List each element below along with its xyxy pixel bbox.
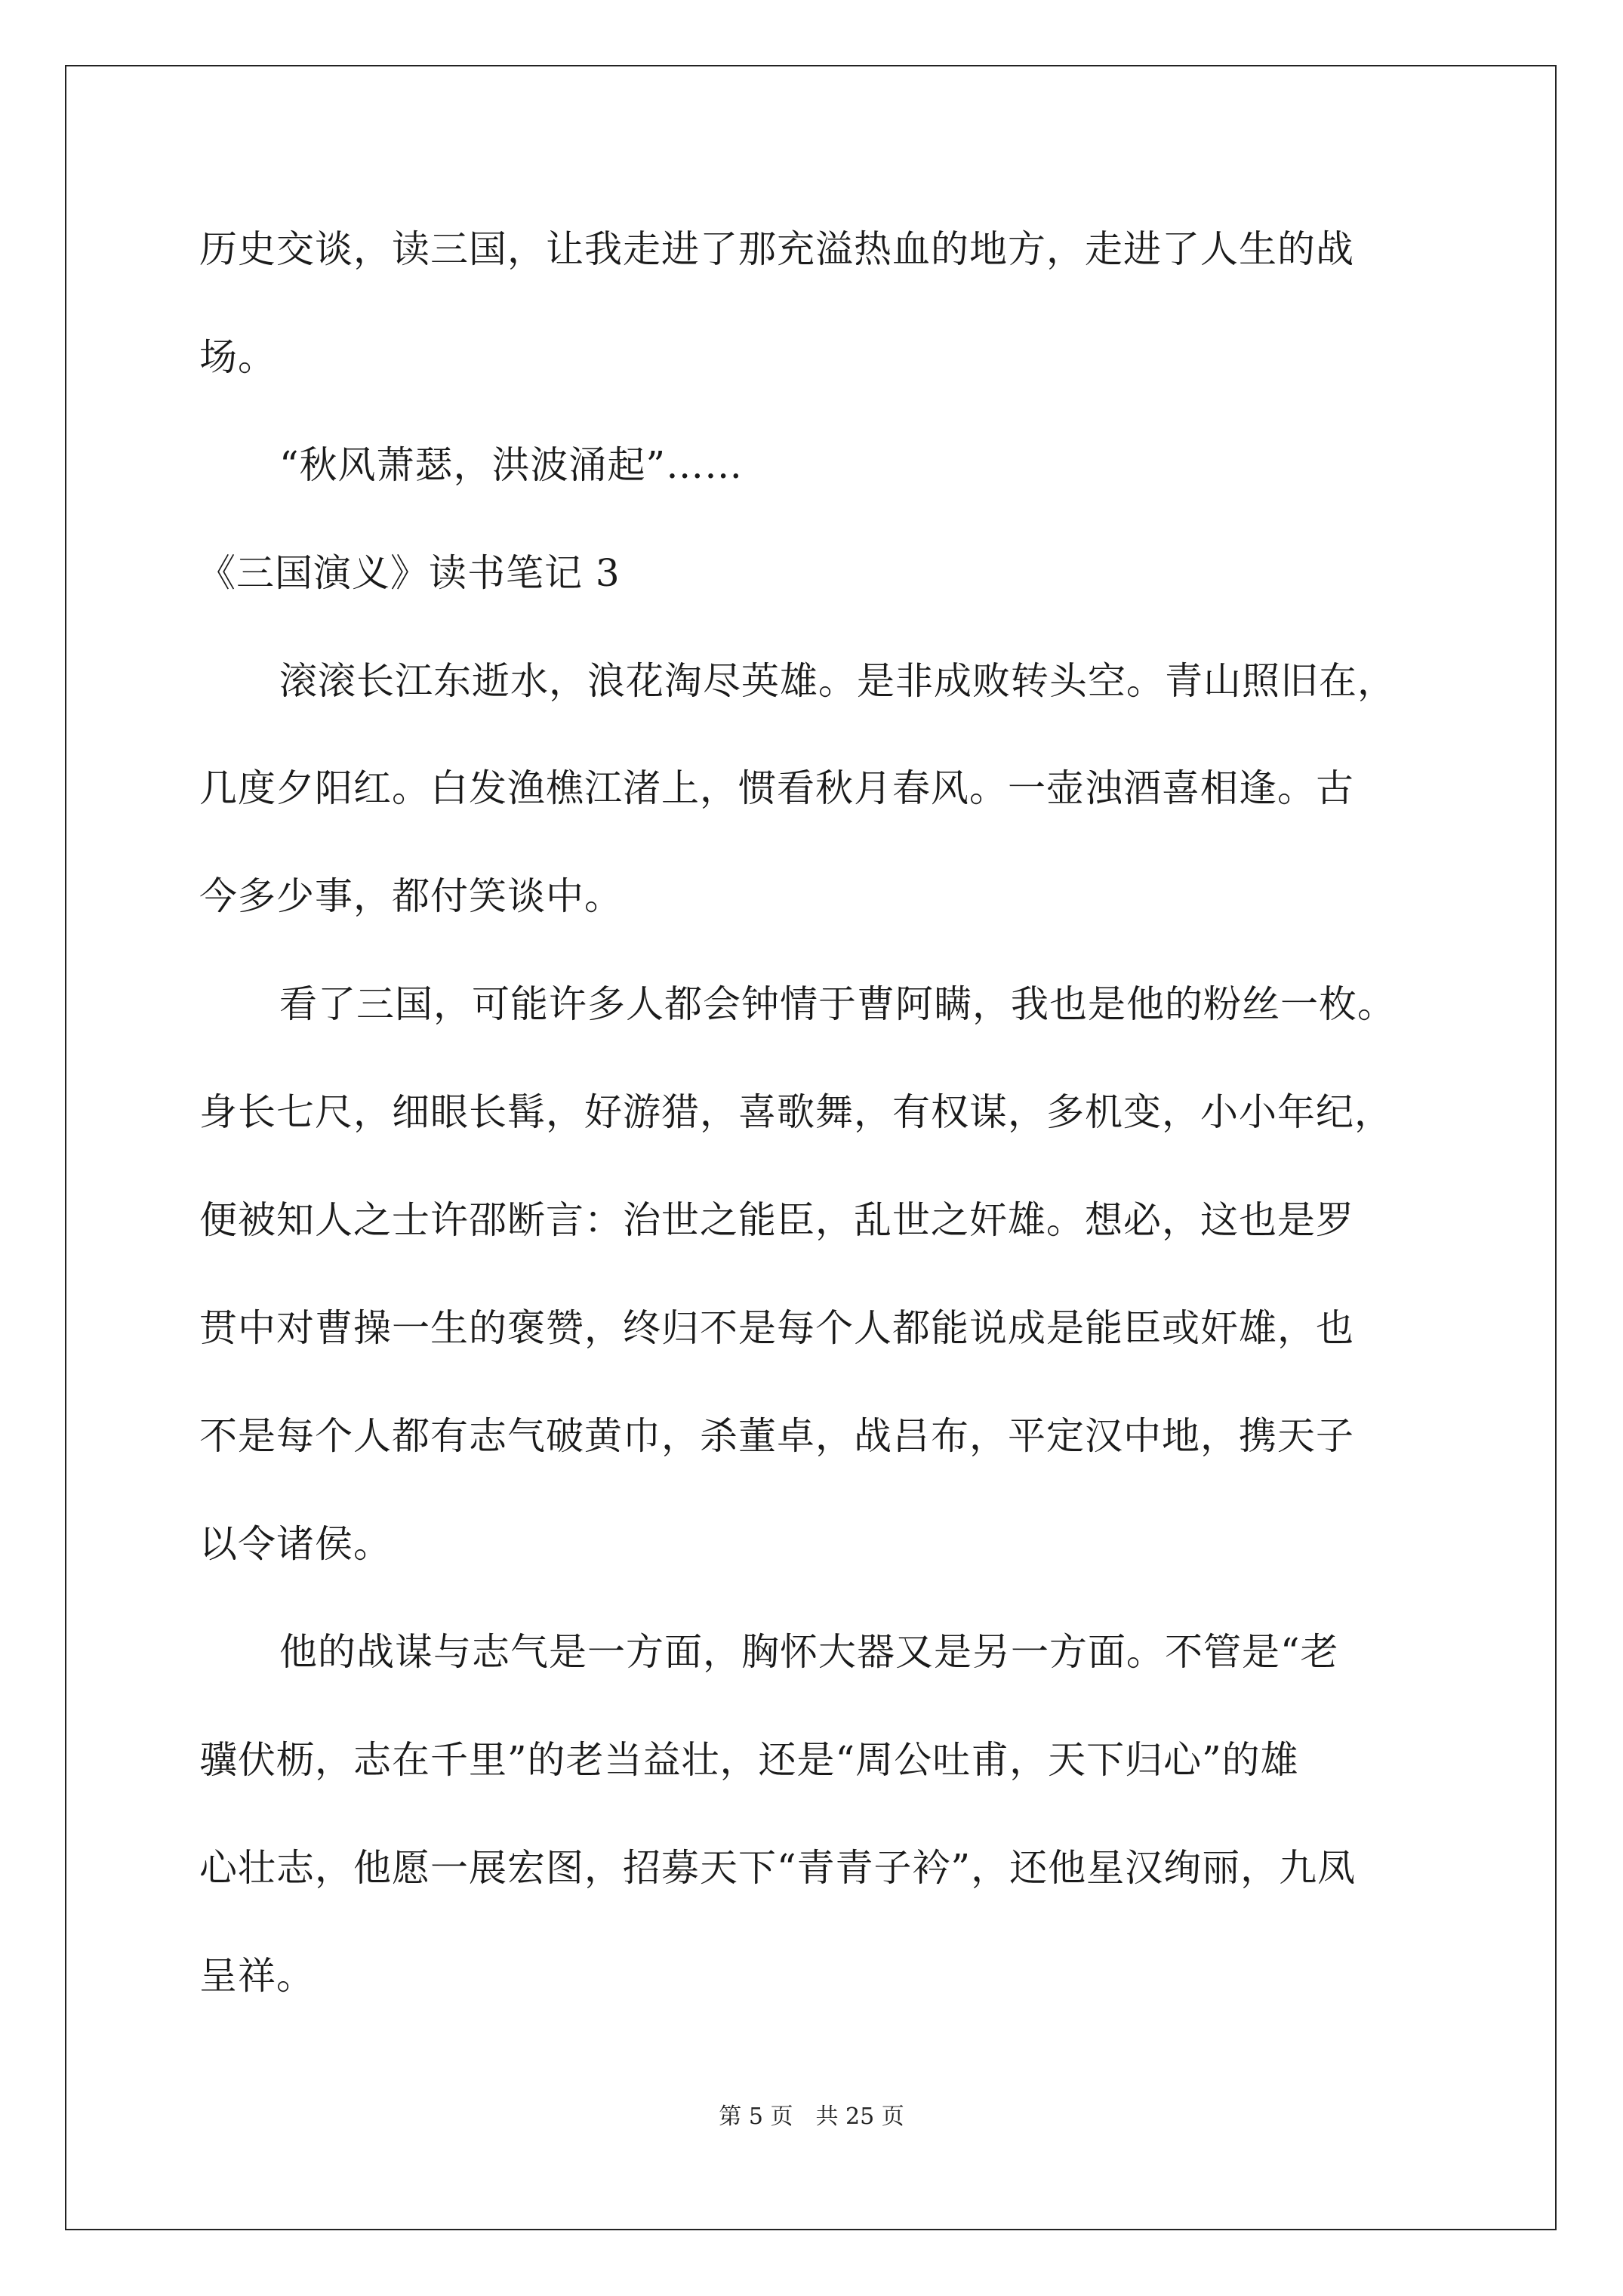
text-line: 贯中对曹操一生的褒赞，终归不是每个人都能说成是能臣或奸雄，也	[199, 1306, 1354, 1350]
text-line: 他的战谋与志气是一方面，胸怀大器又是另一方面。不管是“老	[279, 1630, 1339, 1674]
text-line: 几度夕阳红。白发渔樵江渚上，惯看秋月春风。一壶浊酒喜相逢。古	[199, 766, 1354, 810]
text-line: 看了三国，可能许多人都会钟情于曹阿瞒，我也是他的粉丝一枚。	[279, 982, 1396, 1026]
page-number: 第 5 页 共 25 页	[719, 2103, 904, 2130]
text-line: 历史交谈，读三国，让我走进了那充溢热血的地方，走进了人生的战	[199, 227, 1354, 271]
text-line: 今多少事，都付笑谈中。	[199, 874, 623, 918]
text-line: 不是每个人都有志气破黄巾，杀董卓，战吕布，平定汉中地，携天子	[199, 1414, 1354, 1458]
text-line: 以令诸侯。	[199, 1522, 392, 1566]
text-line: 便被知人之士许邵断言：治世之能臣，乱世之奸雄。想必，这也是罗	[199, 1198, 1354, 1242]
text-line: 呈祥。	[199, 1954, 315, 1998]
text-line: 滚滚长江东逝水，浪花淘尽英雄。是非成败转头空。青山照旧在，	[279, 659, 1396, 703]
text-line: 心壮志，他愿一展宏图，招募天下“青青子衿”，还他星汉绚丽，九凤	[199, 1846, 1357, 1890]
text-line: 骥伏枥，志在千里”的老当益壮，还是“周公吐甫，天下归心”的雄	[199, 1738, 1299, 1782]
section-heading: 《三国演义》读书笔记 3	[198, 551, 621, 595]
page-border	[65, 65, 1557, 2230]
quote-line: “秋风萧瑟，洪波涌起”……	[279, 443, 744, 487]
text-line: 身长七尺，细眼长髯，好游猎，喜歌舞，有权谋，多机变，小小年纪，	[199, 1090, 1393, 1134]
text-line: 场。	[199, 335, 276, 379]
